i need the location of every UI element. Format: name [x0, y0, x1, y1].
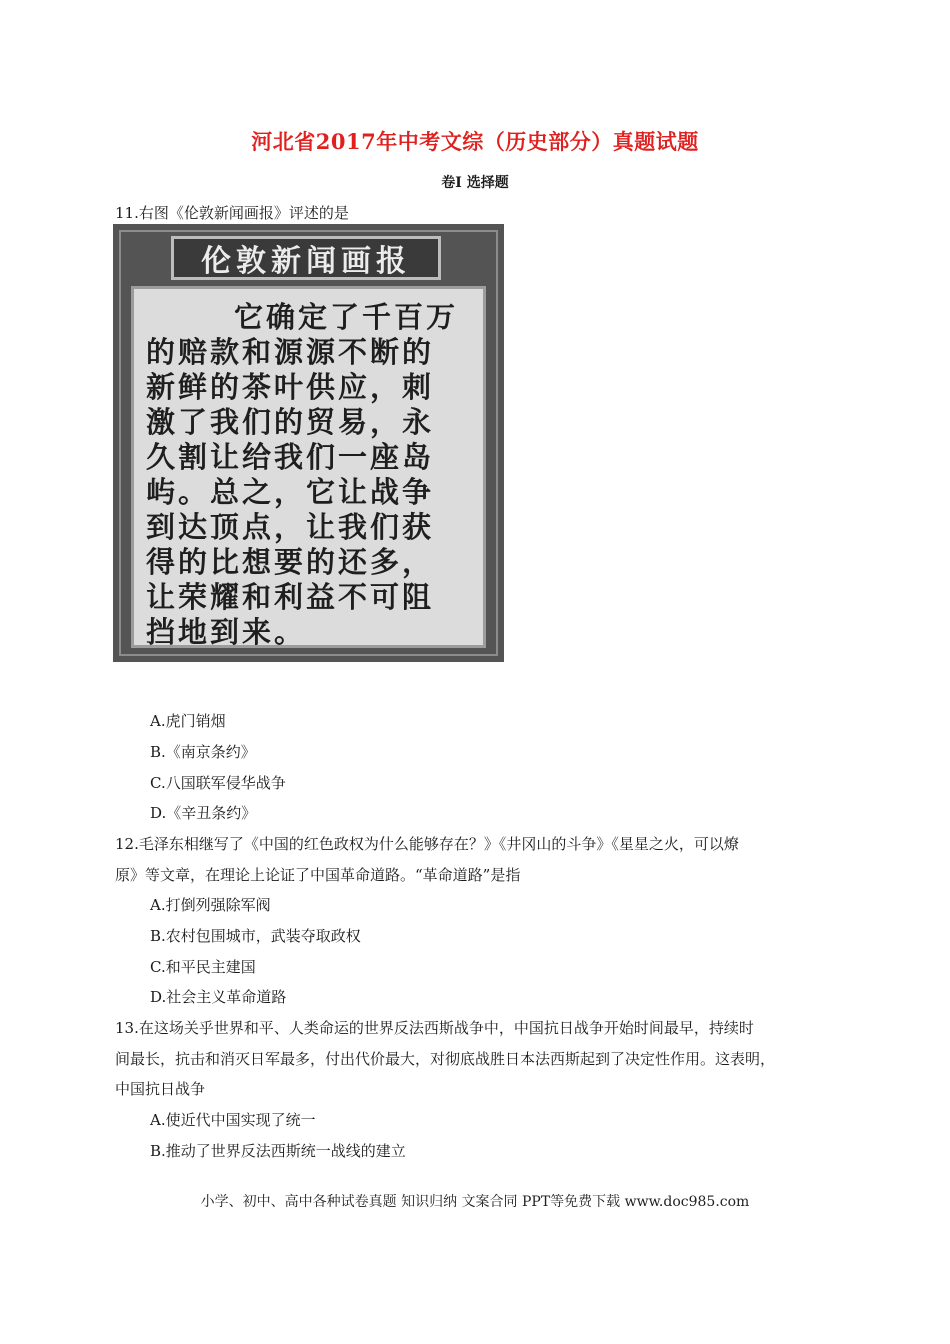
question-13-stem-line: 间最长，抗击和消灭日军最多，付出代价最大，对彻底战胜日本法西斯起到了决定性作用。这表明， — [115, 1050, 776, 1068]
q13-option-b: B.推动了世界反法西斯统一战线的建立 — [150, 1142, 406, 1160]
image-text-line: 屿。总之，它让战争 — [146, 475, 435, 509]
question-12-stem-line: 原》等文章，在理论上论证了中国革命道路。“革命道路”是指 — [115, 866, 521, 884]
image-header: 伦敦新闻画报 — [171, 236, 441, 280]
image-text-line: 得的比想要的还多， — [146, 545, 435, 579]
q11-option-d: D.《辛丑条约》 — [150, 804, 257, 822]
question-12-stem-line: 12.毛泽东相继写了《中国的红色政权为什么能够存在？》《井冈山的斗争》《星星之火，可以燎 — [115, 835, 739, 853]
image-text-line: 让荣耀和利益不可阻 — [146, 580, 435, 614]
q13-option-a: A.使近代中国实现了统一 — [150, 1111, 316, 1129]
q12-option-b: B.农村包围城市，武装夺取政权 — [150, 927, 361, 945]
image-text-panel — [131, 286, 486, 648]
section-heading: 卷Ⅰ 选择题 — [441, 175, 509, 191]
document-title: 河北省2017年中考文综（历史部分）真题试题 — [251, 129, 699, 154]
q12-option-d: D.社会主义革命道路 — [150, 988, 287, 1006]
page-footer: 小学、初中、高中各种试卷真题 知识归纳 文案合同 PPT等免费下载 www.doc985.com — [200, 1194, 750, 1210]
image-text-line: 到达顶点，让我们获 — [146, 510, 435, 544]
image-text-line: 的赔款和源源不断的 — [146, 335, 435, 369]
image-text-line: 新鲜的茶叶供应，刺 — [146, 370, 435, 404]
q11-option-b: B.《南京条约》 — [150, 743, 256, 761]
q11-option-a: A.虎门销烟 — [150, 712, 226, 730]
image-text-line: 激了我们的贸易，永 — [146, 405, 435, 439]
image-text-line: 久割让给我们一座岛 — [146, 440, 435, 474]
question-13-stem-line: 13.在这场关乎世界和平、人类命运的世界反法西斯战争中，中国抗日战争开始时间最早，持续时 — [115, 1019, 754, 1037]
question-13-stem-line: 中国抗日战争 — [115, 1080, 206, 1098]
image-text-line: 挡地到来。 — [146, 615, 307, 649]
q12-option-c: C.和平民主建国 — [150, 958, 256, 976]
newspaper-image — [113, 224, 504, 662]
q12-option-a: A.打倒列强除军阀 — [150, 896, 271, 914]
q11-option-c: C.八国联军侵华战争 — [150, 774, 286, 792]
image-text-line: 它确定了千百万 — [234, 300, 459, 334]
question-11-stem: 11.右图《伦敦新闻画报》评述的是 — [115, 204, 349, 222]
